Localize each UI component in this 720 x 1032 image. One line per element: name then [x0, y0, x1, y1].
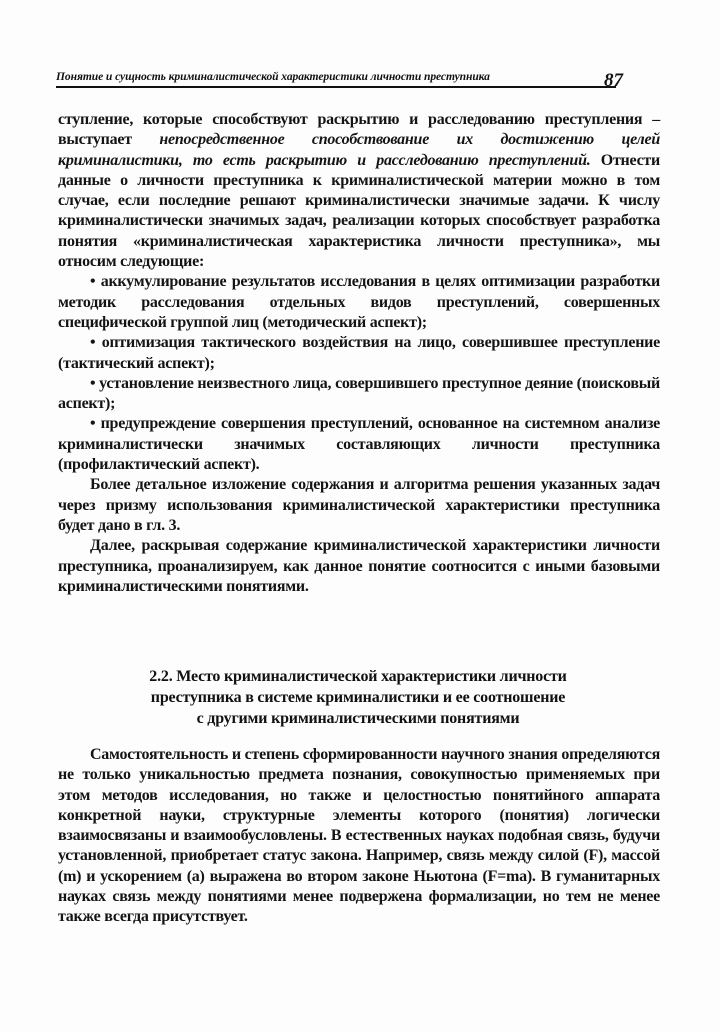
intro-paragraph [58, 110, 660, 272]
intro-lead: ступление, которые способствуют раскрытию и расследованию преступления – выступает [58, 111, 660, 149]
section-paragraph: Самостоятельность и степень сформированности научного знания определяются не только уникальностью предмета познания, совокупностью применяемых при этом методов исследования, но также и целостностью понятийного аппарата конкретной науки, структурные элементы которого (понятия) логически взаимосвязаны и взаимообусловлены. В естественных науках подобная связь, будучи установленной, приобретает статус закона. Например, связь между силой (F), массой (m) и ускорением (a) выражена во втором законе Ньютона (F=ma). В гуманитарных науках связь между понятиями менее подвержена формализации, но тем не менее также всегда присутствует. [58, 746, 660, 926]
bullet-item: • аккумулирование результатов исследования в целях оптимизации разработки методик расследования отдельных видов преступлений, совершенных специфической группой лиц (методический аспект); [58, 273, 660, 331]
section-heading [70, 666, 646, 729]
section-heading-line: преступника в системе криминалистики и ее соотношение [150, 689, 566, 706]
paragraph: Далее, раскрывая содержание криминалистической характеристики личности преступника, проанализируем, как данное понятие соотносится с иными базовыми криминалистическими понятиями. [58, 537, 660, 595]
section-heading-line: 2.2. Место криминалистической характеристики личности [149, 668, 567, 685]
intro-emphasis: непосредственное способствование их достижению целей криминалистики, то есть раскрытию и расследованию преступлений. [58, 131, 661, 169]
bullet-item: • предупреждение совершения преступлений, основанное на системном анализе криминалистически значимых составляющих личности преступника (профилактический аспект). [58, 415, 660, 474]
intro-rest: Отнести данные о личности преступника к криминалистической материи можно в том случае, если последние решают криминалистически значимые задачи. К числу криминалистически значимых задач, реализации которых способствует разработка понятия «криминалистическая характеристика личности преступника», мы относим следующие: [58, 151, 661, 271]
body-text-section [58, 745, 660, 928]
bullet-item: • установление неизвестного лица, совершившего преступное деяние (поисковый аспект); [58, 374, 660, 413]
header-rule [56, 86, 616, 88]
running-title: Понятие и сущность криминалистической характеристики личности преступника [56, 70, 490, 83]
bullet-item: • оптимизация тактического воздействия на лицо, совершившее преступление (тактический аспект); [58, 334, 660, 372]
running-header [56, 70, 628, 94]
paragraph: Более детальное изложение содержания и алгоритма решения указанных задач через призму использования криминалистической характеристики преступника будет дано в гл. 3. [58, 476, 660, 534]
body-text-top [58, 110, 660, 597]
section-heading-line: с другими криминалистическими понятиями [196, 710, 520, 727]
page-number: 87 [604, 70, 623, 91]
